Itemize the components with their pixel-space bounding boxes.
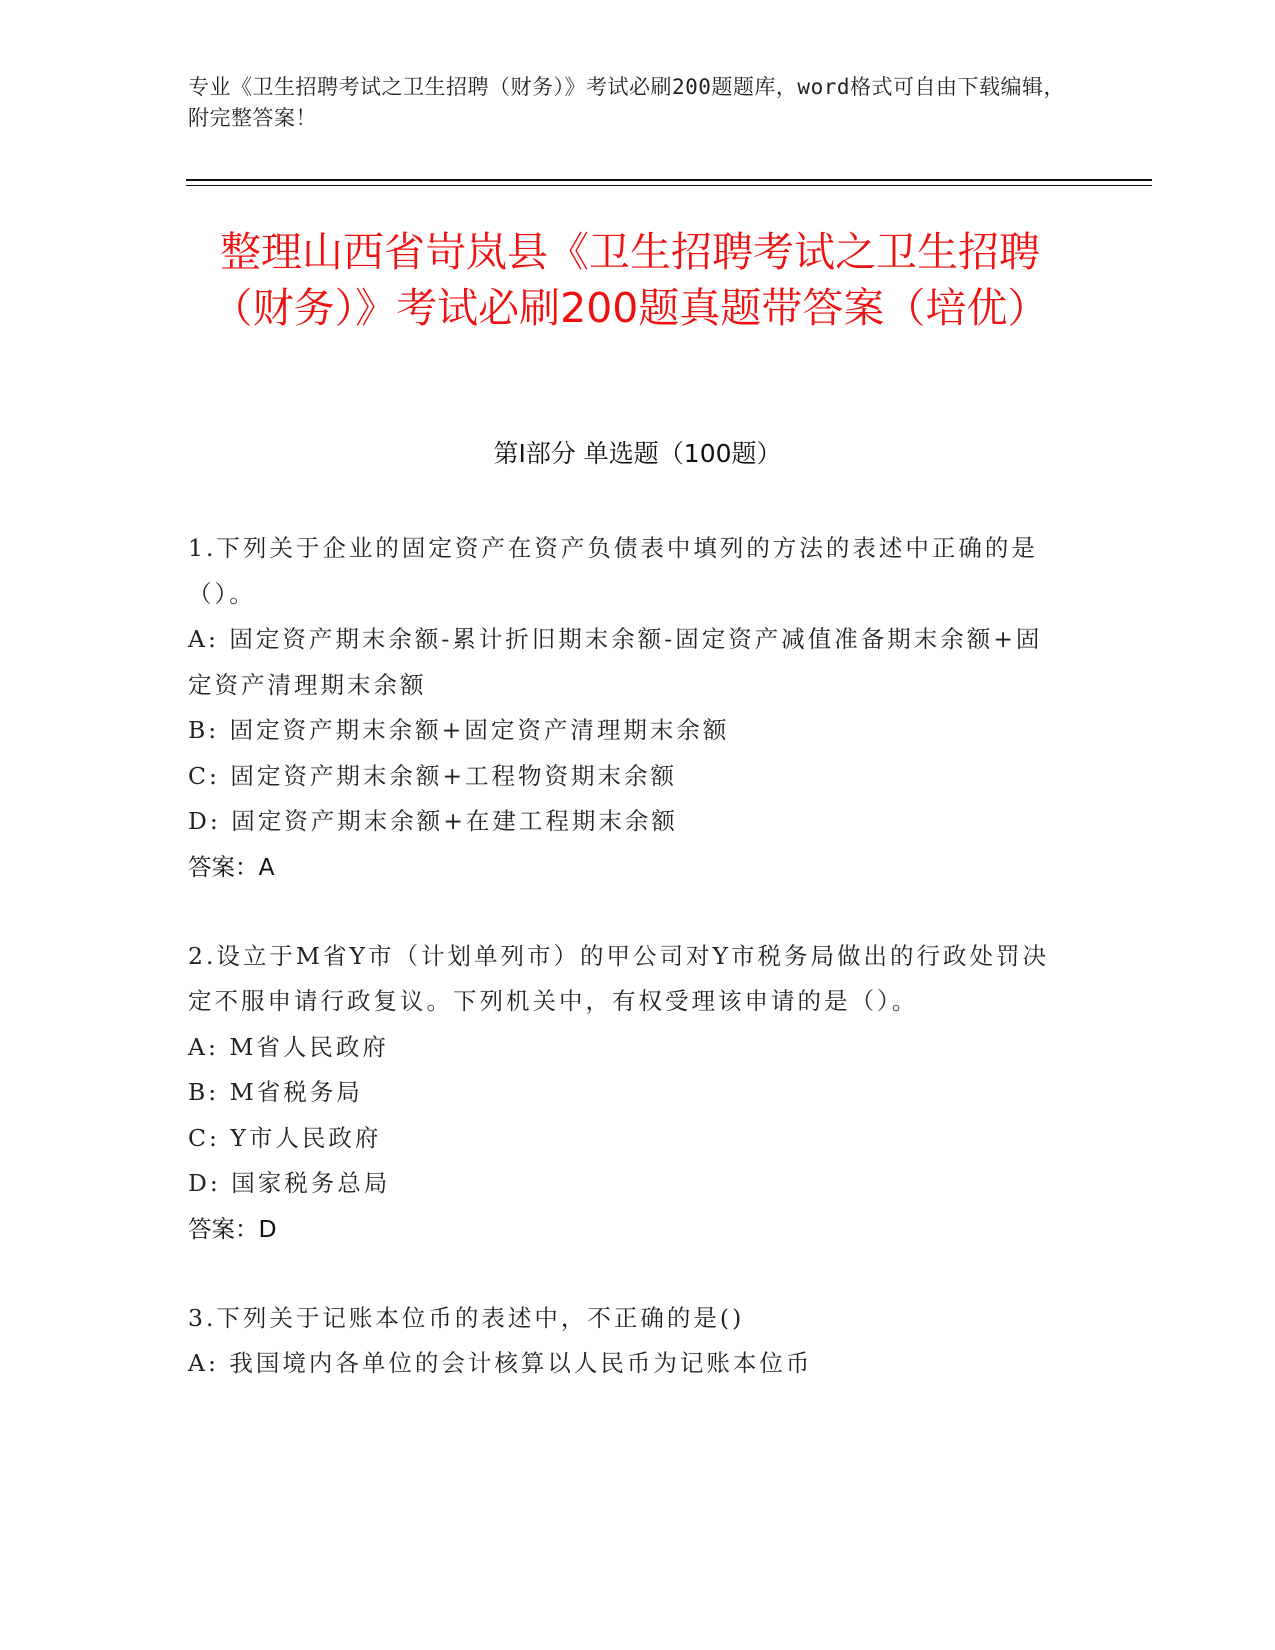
- answer: 答案：D: [188, 1214, 277, 1243]
- answer: 答案：A: [188, 852, 275, 881]
- divider-thick: [186, 179, 1152, 181]
- option-c: C: Y市人民政府: [188, 1123, 382, 1152]
- section-heading: 第I部分 单选题（100题）: [493, 439, 782, 468]
- option-a: A: 固定资产期末余额-累计折旧期末余额-固定资产减值准备期末余额+固定资产清理期末余额: [188, 625, 1043, 699]
- option-d: D: 固定资产期末余额+在建工程期末余额: [188, 807, 678, 835]
- intro-text: 专业《卫生招聘考试之卫生招聘（财务）》考试必刷200题题库，word格式可自由下载编辑，附完整答案！: [188, 75, 1065, 130]
- divider-thin: [186, 185, 1152, 186]
- question-1: [188, 526, 1068, 890]
- question-stem: 1.下列关于企业的固定资产在资产负债表中填列的方法的表述中正确的是（）。: [188, 534, 1038, 608]
- option-b: B: M省税务局: [188, 1078, 363, 1106]
- question-3: [188, 1296, 1068, 1387]
- question-stem: 2.设立于M省Y市（计划单列市）的甲公司对Y市税务局做出的行政处罚决定不服申请行政复议。下列机关中，有权受理该申请的是（）。: [188, 941, 1050, 1015]
- option-b: B: 固定资产期末余额+固定资产清理期末余额: [188, 716, 730, 744]
- option-c: C: 固定资产期末余额+工程物资期末余额: [188, 761, 678, 790]
- option-d: D: 国家税务总局: [188, 1169, 391, 1197]
- question-2: [188, 934, 1068, 1252]
- document-title: 整理山西省岢岚县《卫生招聘考试之卫生招聘（财务）》考试必刷200题真题带答案（培优）: [211, 228, 1049, 332]
- option-a: A: M省人民政府: [188, 1032, 389, 1061]
- question-list: [188, 526, 1068, 1431]
- option-a: A: 我国境内各单位的会计核算以人民币为记账本位币: [188, 1349, 813, 1377]
- question-stem: 3.下列关于记账本位币的表述中，不正确的是(): [188, 1303, 745, 1332]
